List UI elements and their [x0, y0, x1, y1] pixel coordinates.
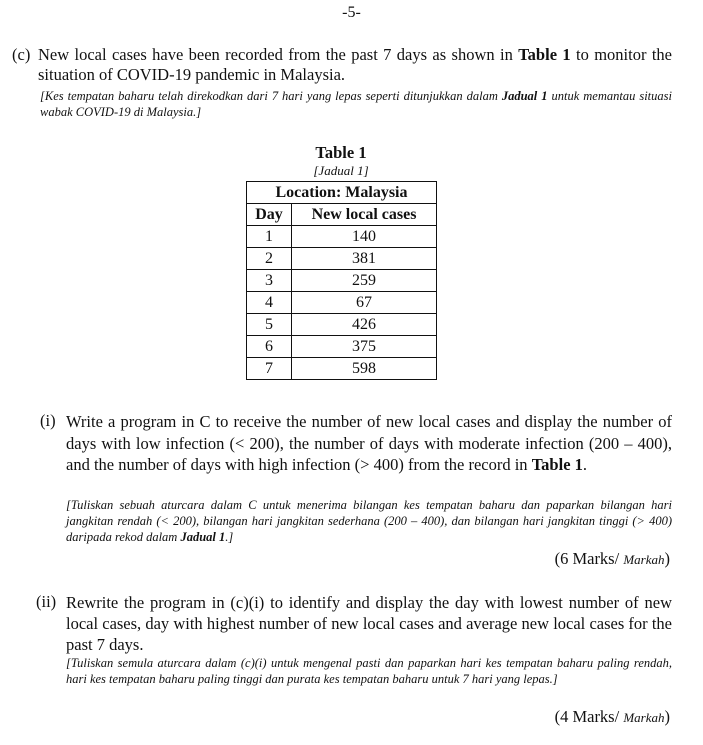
- question-i-malay-body: [Tuliskan sebuah aturcara dalam C untuk menerima bilangan kes tempatan baharu dan paparkan bilangan hari jangkitan rendah (< 200), bilangan hari jangkitan sederhana (200 – 400), dan bilangan hari jangkitan tinggi (> 400) daripada rekod dalam: [66, 498, 672, 544]
- part-c-malay-text-end: untuk memantau situasi wabak COVID-19 di Malaysia.]: [40, 89, 672, 119]
- table-row: [247, 248, 437, 270]
- day-cell: 4: [247, 292, 292, 314]
- part-c-intro: [38, 45, 672, 85]
- question-i-label: (i): [40, 411, 56, 430]
- day-cell: 5: [247, 314, 292, 336]
- cases-cell: 140: [292, 226, 437, 248]
- day-cell: 1: [247, 226, 292, 248]
- day-cell: 2: [247, 248, 292, 270]
- cases-cell: 426: [292, 314, 437, 336]
- question-i-body-end: .: [582, 455, 588, 474]
- part-c-intro-table-ref: Table 1: [518, 45, 571, 64]
- table-column-row: [247, 204, 437, 226]
- question-i-malay-table-ref: Jadual 1: [180, 530, 226, 544]
- part-c-intro-text: New local cases have been recorded from the past 7 days as shown in: [38, 45, 519, 64]
- part-c-intro-text-end: to monitor the situation of COVID-19 pandemic in Malaysia.: [38, 45, 672, 84]
- cases-cell: 598: [292, 358, 437, 380]
- part-c-malay: [40, 88, 672, 120]
- question-i-malay-end: .]: [225, 530, 234, 544]
- cases-cell: 67: [292, 292, 437, 314]
- table-row: [247, 358, 437, 380]
- question-ii-marks-label: (4 Marks/: [554, 707, 620, 726]
- question-ii-label: (ii): [36, 592, 57, 611]
- table-subtitle: [Jadual 1]: [313, 163, 369, 178]
- question-ii-text: Rewrite the program in (c)(i) to identify and display the day with lowest number of new local cases, day with highest number of new local cases and average new local cases for the past 7 days.: [66, 593, 672, 654]
- cases-cell: 375: [292, 336, 437, 358]
- question-i-marks-malay: Markah: [623, 552, 665, 567]
- question-i-body: Write a program in C to receive the number of new local cases and display the number of days with low infection (< 200), the number of days with moderate infection (200 – 400), and the number of days with high infection (> 400) from the record in: [66, 412, 672, 474]
- question-ii-marks: [555, 707, 670, 727]
- question-i-malay: [66, 497, 672, 545]
- table-row: [247, 336, 437, 358]
- cases-table: [246, 181, 437, 380]
- table-row: [247, 270, 437, 292]
- column-header-cases: New local cases: [292, 204, 437, 226]
- table-title: Table 1: [315, 143, 367, 162]
- table-header-row: [247, 182, 437, 204]
- table-row: [247, 292, 437, 314]
- part-c-malay-text: [Kes tempatan baharu telah direkodkan dari 7 hari yang lepas seperti ditunjukkan dalam: [40, 89, 502, 103]
- part-c-malay-table-ref: Jadual 1: [501, 89, 548, 103]
- question-i-table-ref: Table 1: [531, 455, 583, 474]
- table-row: [247, 314, 437, 336]
- table-row: [247, 226, 437, 248]
- page-number: -5-: [342, 4, 361, 21]
- day-cell: 7: [247, 358, 292, 380]
- question-ii-marks-malay: Markah: [623, 710, 665, 725]
- column-header-day: Day: [247, 204, 292, 226]
- day-cell: 6: [247, 336, 292, 358]
- question-ii-malay: [Tuliskan semula aturcara dalam (c)(i) untuk mengenal pasti dan paparkan hari kes tempatan baharu paling rendah, hari kes tempatan baharu paling tinggi dan purata kes tempatan baharu untuk 7 hari yang lepas.]: [66, 656, 672, 686]
- table-location-header: Location: Malaysia: [247, 182, 437, 204]
- question-ii-marks-close: ): [664, 707, 670, 726]
- part-c-label: (c): [12, 45, 31, 64]
- cases-cell: 259: [292, 270, 437, 292]
- question-i-marks: [555, 549, 670, 569]
- cases-cell: 381: [292, 248, 437, 270]
- question-i-marks-label: (6 Marks/: [554, 549, 620, 568]
- day-cell: 3: [247, 270, 292, 292]
- question-i-marks-close: ): [664, 549, 670, 568]
- question-i-text: [66, 411, 672, 476]
